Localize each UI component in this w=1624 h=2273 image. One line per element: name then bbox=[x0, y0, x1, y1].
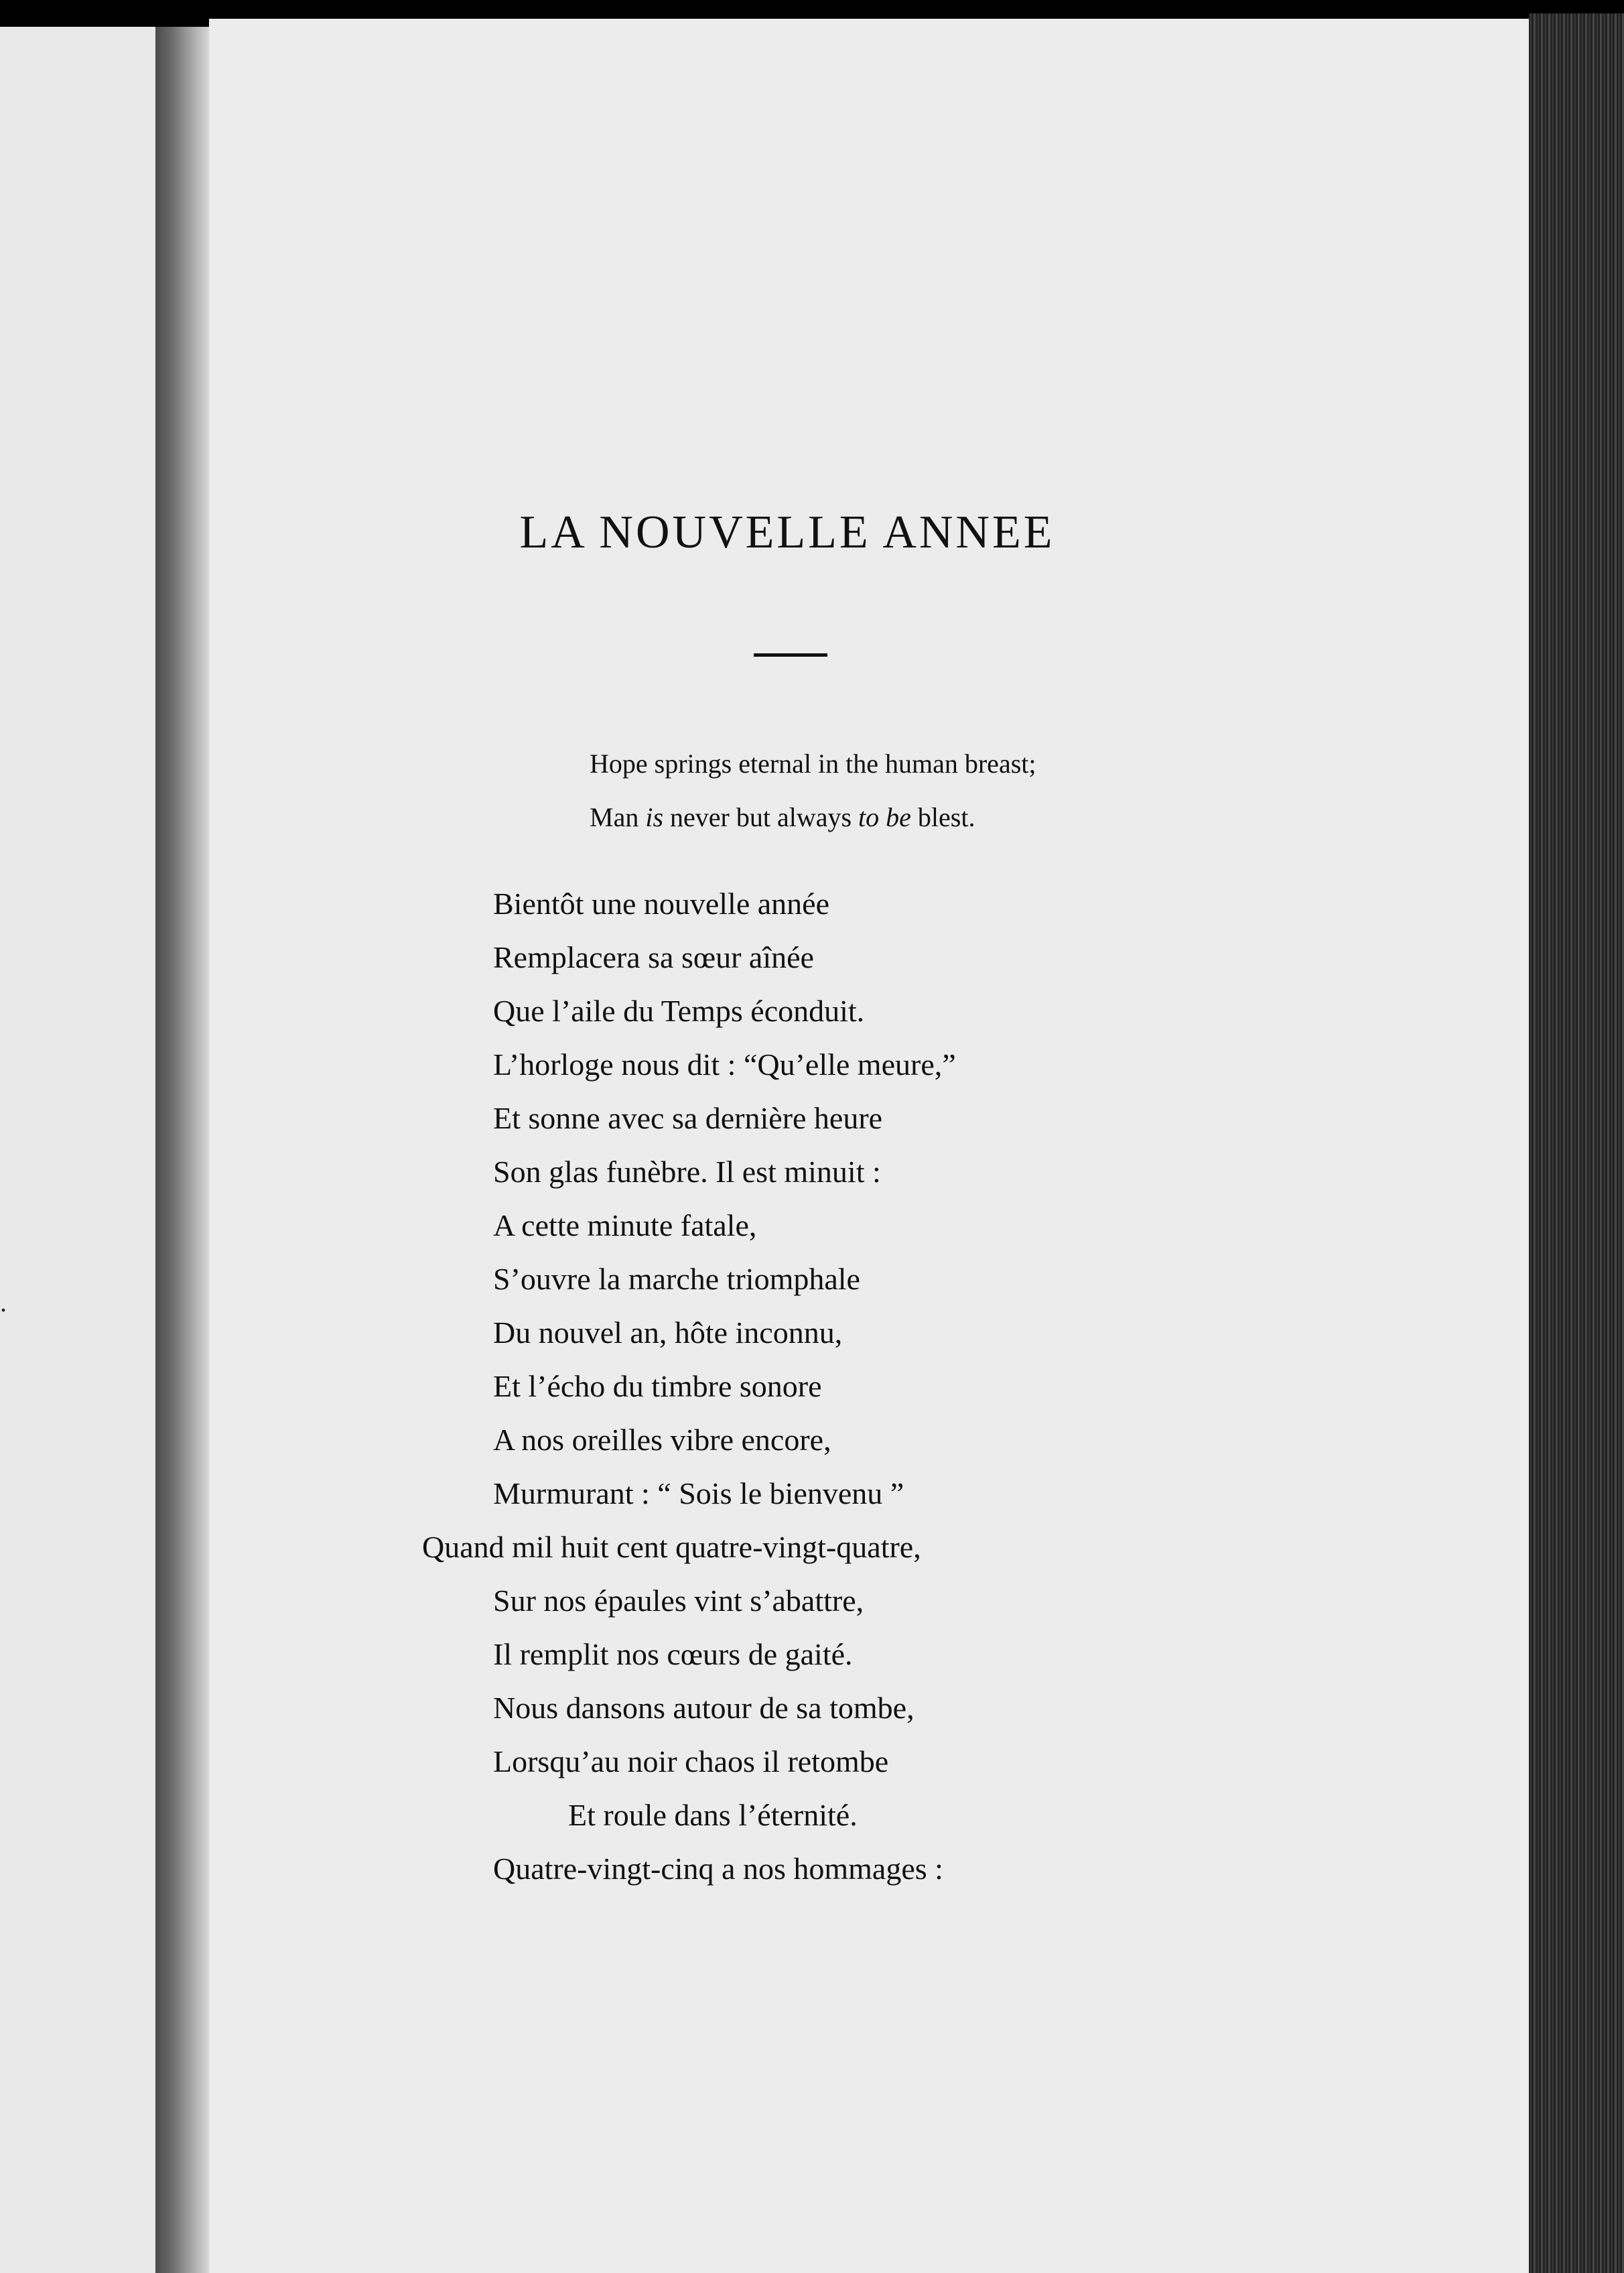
epigraph-italic: is bbox=[645, 802, 664, 832]
epigraph-text: blest. bbox=[910, 802, 975, 832]
title-divider bbox=[754, 653, 827, 657]
poem-line: Remplacera sa sœur aînée bbox=[493, 940, 814, 974]
epigraph-text: never but always bbox=[663, 802, 859, 832]
poem-line: Murmurant : “ Sois le bienvenu ” bbox=[493, 1476, 904, 1510]
poem-line: Et sonne avec sa dernière heure bbox=[493, 1101, 883, 1135]
epigraph-italic: to be bbox=[858, 802, 911, 832]
poem-line: Son glas funèbre. Il est minuit : bbox=[493, 1155, 881, 1189]
poem-line: Quatre-vingt-cinq a nos hommages : bbox=[493, 1852, 943, 1886]
epigraph-line-1: Hope springs eternal in the human breast; bbox=[590, 749, 1036, 779]
poem-line: Lorsqu’au noir chaos il retombe bbox=[493, 1744, 889, 1778]
poem-line: S’ouvre la marche triomphale bbox=[493, 1262, 860, 1296]
poem-line: Bientôt une nouvelle année bbox=[493, 887, 830, 921]
poem-line: A nos oreilles vibre encore, bbox=[493, 1423, 831, 1457]
epigraph-text: Man bbox=[590, 802, 646, 832]
poem-line: Que l’aile du Temps éconduit. bbox=[493, 994, 865, 1028]
poem-line: Sur nos épaules vint s’abattre, bbox=[493, 1583, 864, 1618]
poem-title: LA NOUVELLE ANNEE bbox=[519, 507, 1055, 558]
facing-page-left bbox=[0, 27, 155, 2273]
epigraph-line-2 bbox=[590, 791, 1036, 844]
poem-line: L’horloge nous dit : “Qu’elle meure,” bbox=[493, 1047, 956, 1082]
page-edges bbox=[1529, 13, 1624, 2273]
poem-line: Quand mil huit cent quatre-vingt-quatre, bbox=[422, 1530, 921, 1564]
poem-line: Et roule dans l’éternité. bbox=[568, 1798, 858, 1832]
book-gutter-shadow bbox=[155, 27, 209, 2273]
poem-line: Et l’écho du timbre sonore bbox=[493, 1369, 822, 1403]
poem-line: Il remplit nos cœurs de gaité. bbox=[493, 1637, 853, 1671]
book-page bbox=[209, 19, 1529, 2273]
poem-line: Nous dansons autour de sa tombe, bbox=[493, 1691, 915, 1725]
poem-line: A cette minute fatale, bbox=[493, 1208, 757, 1242]
epigraph bbox=[590, 737, 1036, 844]
poem-line: Du nouvel an, hôte inconnu, bbox=[493, 1315, 843, 1350]
facing-page-stray-mark: . bbox=[0, 1287, 7, 1317]
